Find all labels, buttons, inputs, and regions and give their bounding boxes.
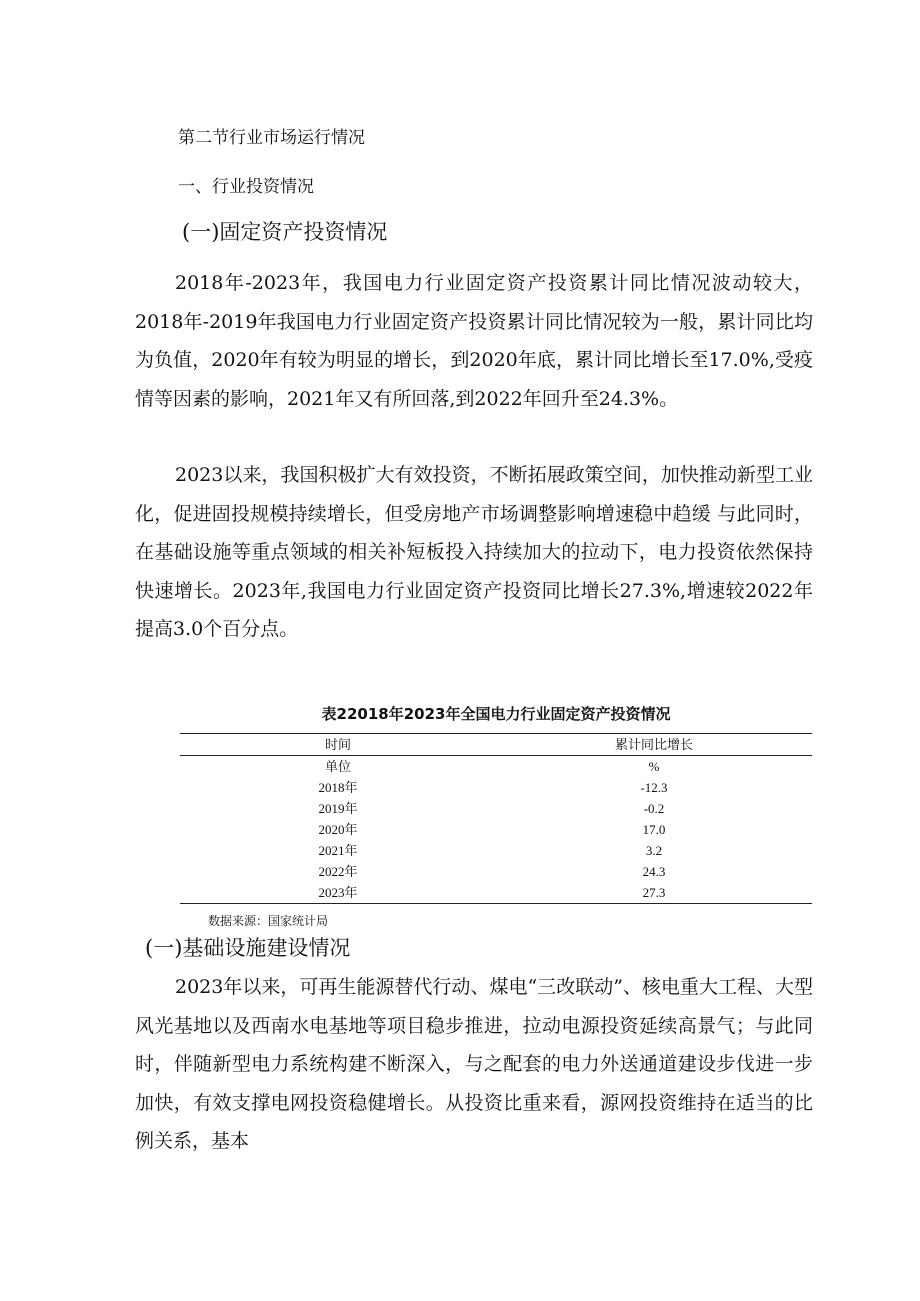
row-label: 2020年 [318, 822, 358, 837]
row-label: 2019年 [318, 801, 358, 816]
paragraph-3: 2023年以来，可再生能源替代行动、煤电“三改联动”、核电重大工程、大型风光基地以及西南水电基地等项目稳步推进，拉动电源投资延续高景气；与此同时，伴随新型电力系统构建不断深入，与之配套的电力外送通道建设步伐进一步加快，有效支撑电网投资稳健增长。从投资比重来看，源网投资维持在适当的比例关系，基本 [135, 976, 813, 1152]
investment-table [180, 733, 812, 904]
row-value: 27.3 [642, 885, 666, 900]
row-label: 2023年 [318, 885, 358, 900]
table-header-row [180, 734, 812, 756]
paragraph-1: 2018年-2023年，我国电力行业固定资产投资累计同比情况波动较大，2018年-2019年我国电力行业固定资产投资累计同比情况较为一般，累计同比均为负值，2020年有较为明显的增长，到2020年底，累计同比增长至17.0%,受疫情等因素的影响，2021年又有所回落,到2022年回升至24.3%。 [135, 272, 813, 410]
header-time: 时间 [324, 737, 351, 752]
row-value: % [648, 759, 660, 774]
row-value: -0.2 [643, 801, 665, 816]
table-row [180, 777, 812, 798]
table-row [180, 819, 812, 840]
row-value: -12.3 [640, 780, 668, 795]
header-growth: 累计同比增长 [614, 737, 693, 752]
table-row [180, 882, 812, 904]
row-value: 3.2 [645, 843, 663, 858]
table-row [180, 861, 812, 882]
table-caption: 表22018年2023年全国电力行业固定资产投资情况 [321, 705, 671, 723]
table-row [180, 756, 812, 778]
row-label: 2022年 [318, 864, 358, 879]
row-label: 2018年 [318, 780, 358, 795]
subsection-title: 一、行业投资情况 [178, 177, 314, 197]
table-source-note: 数据来源：国家统计局 [208, 914, 329, 928]
row-value: 17.0 [642, 822, 666, 837]
paragraph-2: 2023以来，我国积极扩大有效投资，不断拓展政策空间，加快推动新型工业化，促进固投规模持续增长，但受房地产市场调整影响增速稳中趋缓 与此同时，在基础设施等重点领域的相关补短板投入持续加大的拉动下，电力投资依然保持快速增长。2023年,我国电力行业固定资产投资同比增长27.3%,增速较2022年提高3.0个百分点。 [135, 464, 813, 640]
item-heading-fixed-asset: (一)固定资产投资情况 [182, 220, 388, 244]
table-row [180, 798, 812, 819]
row-value: 24.3 [642, 864, 666, 879]
item-heading-infrastructure: (一)基础设施建设情况 [145, 936, 351, 960]
table-row [180, 840, 812, 861]
section-title: 第二节行业市场运行情况 [178, 128, 365, 148]
row-label: 单位 [324, 759, 351, 774]
row-label: 2021年 [318, 843, 358, 858]
